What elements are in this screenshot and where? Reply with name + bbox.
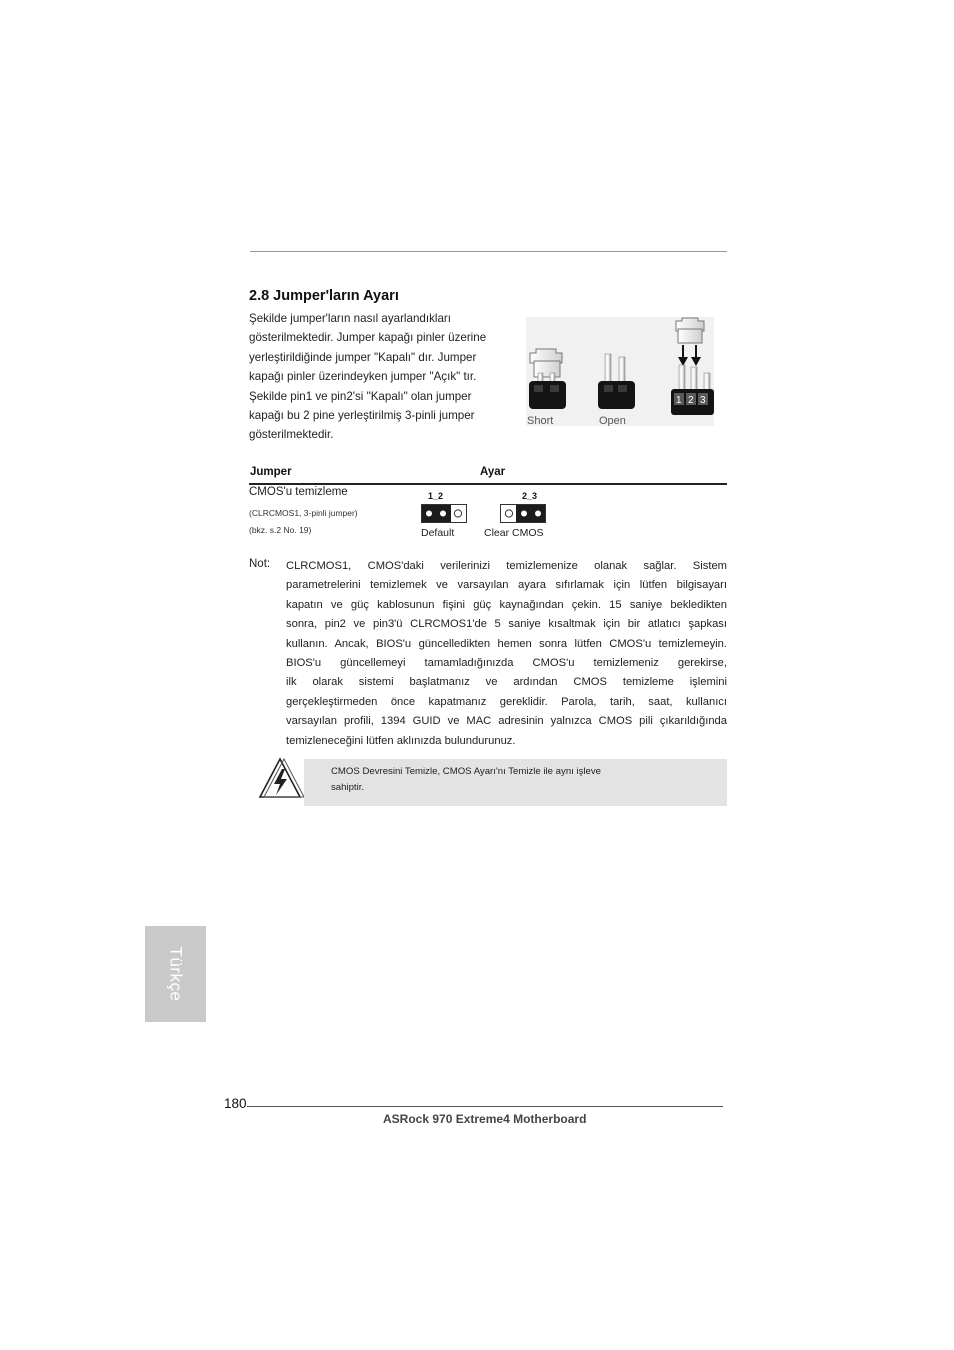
- note-line: parametrelerini temizlemek ve varsayılan ayara sıfırlamak için lütfen bilgisayarı: [286, 579, 727, 592]
- note-line: BIOS'u güncellemeyi tamamladığınızda CMOS'u temizlemeniz gerekirse,: [286, 657, 727, 670]
- short-jumper: [529, 349, 566, 409]
- clear-pin-label: 2_3: [522, 491, 538, 501]
- jumper-row-ref: (bkz. s.2 No. 19): [249, 525, 312, 535]
- language-tab-label: Türkçe: [166, 946, 186, 1002]
- top-divider: [250, 251, 727, 252]
- three-pin-jumper: [671, 318, 714, 415]
- jumper-figure: [526, 317, 714, 426]
- pin-number: 1: [676, 395, 682, 406]
- intro-paragraph: [249, 309, 517, 445]
- warning-icon: [258, 757, 304, 801]
- table-header-rule: [249, 483, 727, 485]
- intro-line: gösterilmektedir.: [249, 428, 334, 442]
- page-number: 180: [224, 1096, 247, 1111]
- open-jumper: [598, 354, 635, 409]
- short-label: Short: [527, 415, 554, 426]
- pin-number: 2: [688, 395, 694, 406]
- pin-number: 3: [700, 395, 706, 406]
- footer-model: ASRock 970 Extreme4 Motherboard: [383, 1112, 587, 1126]
- clear-cmos-caption: Clear CMOS: [484, 527, 544, 539]
- default-jumper-diagram: [421, 504, 467, 523]
- note-line: CLRCMOS1, CMOS'daki verilerinizi temizlemenize olanak sağlar. Sistem: [286, 560, 727, 572]
- intro-line: Şekilde jumper'ların nasıl ayarlandıkları: [249, 312, 451, 325]
- warning-line: CMOS Devresini Temizle, CMOS Ayarı'nı Temizle ile aynı işleve: [331, 766, 602, 777]
- note-label: Not:: [249, 558, 271, 570]
- clear-cmos-jumper-diagram: [500, 504, 546, 523]
- note-line: kullanın. Ancak, BIOS'u güncelledikten hemen sonra lütfen CMOS'u temizlemeyin.: [286, 637, 727, 650]
- default-caption: Default: [421, 527, 455, 539]
- warning-line: sahiptir.: [331, 782, 365, 793]
- arrow-down-icon: [678, 357, 688, 366]
- note-line: temizleneceğini lütfen aklınızda bulundurunuz.: [286, 734, 516, 747]
- arrow-down-icon: [691, 357, 701, 366]
- jumper-row-name: CMOS'u temizleme: [249, 486, 348, 498]
- intro-line: yerleştirildiğinde jumper "Kapalı" dır. Jumper: [249, 350, 477, 364]
- intro-line: gösterilmektedir. Jumper kapağı pinler üzerine: [249, 331, 487, 345]
- intro-line: kapağı bu 2 pine yerleştirilmiş 3-pinli jumper: [249, 409, 475, 423]
- note-line: ilk olarak sistemi başlatmanız ve ardından CMOS temizleme işlemini: [286, 676, 727, 689]
- intro-line: kapağı pinler üzerindeyken jumper "Açık" tır.: [249, 370, 477, 384]
- table-header-jumper: Jumper: [250, 466, 292, 478]
- open-label: Open: [599, 415, 626, 426]
- warning-text: [331, 764, 691, 796]
- table-header-setting: Ayar: [480, 466, 506, 478]
- note-paragraph: [286, 557, 727, 751]
- default-pin-label: 1_2: [428, 491, 444, 501]
- footer-rule: [247, 1106, 723, 1107]
- note-line: sonra, pin2 ve pin3'ü CLRCMOS1'de 5 saniye kısaltmak için bir atlatıcı şapkası: [286, 618, 727, 631]
- section-title: 2.8 Jumper'ların Ayarı: [249, 288, 399, 304]
- jumper-row-sub: (CLRCMOS1, 3-pinli jumper): [249, 508, 358, 518]
- intro-line: Şekilde pin1 ve pin2'si "Kapalı" olan jumper: [249, 389, 472, 403]
- note-line: kapatın ve güç kablosunun fişini güç kaynağından çekin. 15 saniye bekledikten: [286, 598, 727, 611]
- jumper-illustration: [526, 317, 714, 426]
- note-line: varsayılan profili, 1394 GUID ve MAC adresinin yalnızca CMOS pili çıkarıldığında: [286, 715, 727, 728]
- note-line: gerçekleştirmeden önce kapatmanız gereklidir. Parola, tarih, saat, kullanıcı: [286, 695, 727, 708]
- language-tab-label-wrap: [145, 926, 206, 1022]
